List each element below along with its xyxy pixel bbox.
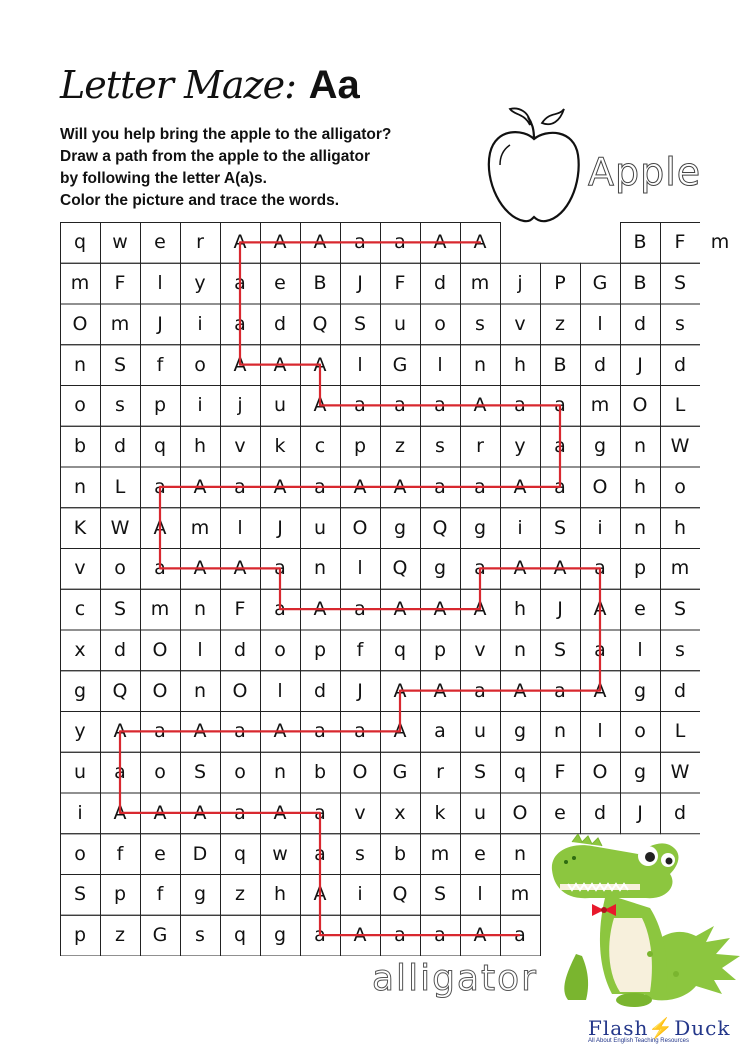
grid-cell: c xyxy=(74,598,86,621)
grid-cell: a xyxy=(434,394,446,417)
grid-cell: Q xyxy=(392,883,408,906)
grid-cell: l xyxy=(597,312,603,335)
grid-cell: O xyxy=(152,638,168,661)
grid-cell: A xyxy=(353,475,367,498)
grid-cell: k xyxy=(274,435,286,458)
instruction-line: Color the picture and trace the words. xyxy=(60,192,340,209)
grid-cell: i xyxy=(197,394,203,417)
instruction-line: Draw a path from the apple to the alligator xyxy=(60,148,371,165)
grid-cell: n xyxy=(313,557,327,580)
grid-cell: A xyxy=(313,231,327,254)
grid-cell: A xyxy=(473,598,487,621)
grid-cell: g xyxy=(193,883,207,906)
grid-cell: o xyxy=(194,353,206,376)
grid-cell: S xyxy=(553,516,567,539)
grid-cell: G xyxy=(592,272,608,295)
grid-cell: n xyxy=(473,353,487,376)
grid-cell: a xyxy=(314,475,326,498)
grid-cell: A xyxy=(193,801,207,824)
grid-cell: j xyxy=(237,394,243,417)
logo-name xyxy=(588,1016,738,1040)
grid-cell: Q xyxy=(312,312,328,335)
grid-cell: g xyxy=(513,720,527,743)
grid-cell: f xyxy=(156,883,164,906)
grid-cell: Q xyxy=(432,516,448,539)
grid-cell: A xyxy=(433,679,447,702)
grid-cell: O xyxy=(512,801,528,824)
grid-cell: n xyxy=(513,638,527,661)
grid-cell: A xyxy=(393,598,407,621)
grid-cell: h xyxy=(513,598,527,621)
grid-cell: K xyxy=(73,516,87,539)
grid-cell: i xyxy=(197,312,203,335)
grid-cell: m xyxy=(670,557,690,580)
logo-tagline: All About English Teaching Resources xyxy=(588,1038,689,1044)
grid-cell: J xyxy=(357,272,363,295)
grid-cell: a xyxy=(354,394,366,417)
grid-cell: n xyxy=(513,842,527,865)
instruction-line: by following the letter A(a)s. xyxy=(60,170,267,187)
grid-cell: s xyxy=(675,638,685,661)
grid-cell: B xyxy=(633,231,647,254)
grid-cell: a xyxy=(234,801,246,824)
grid-cell: m xyxy=(70,272,90,295)
grid-cell: A xyxy=(393,720,407,743)
grid-cell: a xyxy=(474,557,486,580)
grid-cell: L xyxy=(674,720,686,743)
grid-cell: q xyxy=(73,231,87,254)
grid-cell: h xyxy=(273,883,287,906)
grid-cell: i xyxy=(517,516,523,539)
grid-cell: a xyxy=(554,475,566,498)
grid-cell: a xyxy=(594,557,606,580)
grid-cell: A xyxy=(153,516,167,539)
grid-cell: d xyxy=(433,272,447,295)
grid-cell: A xyxy=(313,883,327,906)
grid-cell: S xyxy=(673,272,687,295)
grid-cell: F xyxy=(234,598,246,621)
grid-cell: y xyxy=(74,720,86,743)
grid-cell: a xyxy=(354,598,366,621)
grid-cell: e xyxy=(474,842,486,865)
grid-cell: a xyxy=(314,801,326,824)
grid-cell: O xyxy=(352,761,368,784)
grid-cell: O xyxy=(632,394,648,417)
grid-cell: W xyxy=(670,761,690,784)
grid-cell: v xyxy=(474,638,486,661)
grid-cell: u xyxy=(273,394,287,417)
grid-cell: x xyxy=(394,801,406,824)
grid-cell: z xyxy=(115,924,125,947)
grid-cell: a xyxy=(154,720,166,743)
grid-cell: l xyxy=(237,516,243,539)
grid-cell: o xyxy=(74,842,86,865)
grid-cell: l xyxy=(477,883,483,906)
grid-cell: z xyxy=(395,435,405,458)
grid-cell: A xyxy=(433,598,447,621)
grid-cell: J xyxy=(557,598,563,621)
grid-cell: z xyxy=(555,312,565,335)
grid-cell: o xyxy=(74,394,86,417)
grid-cell: o xyxy=(114,557,126,580)
grid-cell: a xyxy=(474,679,486,702)
grid-cell: S xyxy=(553,638,567,661)
grid-cell: a xyxy=(154,557,166,580)
grid-cell: J xyxy=(277,516,283,539)
grid-cell: m xyxy=(710,231,730,254)
logo-name-left: Flash xyxy=(588,1016,649,1040)
grid-cell: P xyxy=(554,272,566,295)
grid-cell: e xyxy=(154,231,166,254)
grid-cell: S xyxy=(193,761,207,784)
grid-cell: r xyxy=(436,761,444,784)
grid-cell: A xyxy=(353,924,367,947)
grid-cell: A xyxy=(113,801,127,824)
grid-cell: A xyxy=(273,720,287,743)
grid-cell: p xyxy=(153,394,167,417)
grid-cell: o xyxy=(674,475,686,498)
grid-cell: n xyxy=(73,353,87,376)
grid-cell: A xyxy=(393,679,407,702)
grid-cell: a xyxy=(514,924,526,947)
grid-cell: w xyxy=(112,231,128,254)
grid-cell: S xyxy=(113,353,127,376)
grid-cell: d xyxy=(593,801,607,824)
grid-cell: s xyxy=(435,435,445,458)
grid-cell: f xyxy=(156,353,164,376)
grid-cell: a xyxy=(594,638,606,661)
grid-cell: s xyxy=(195,924,205,947)
grid-cell: A xyxy=(193,557,207,580)
grid-cell: O xyxy=(72,312,88,335)
grid-cell: o xyxy=(234,761,246,784)
grid-cell: q xyxy=(393,638,407,661)
grid-cell: q xyxy=(233,924,247,947)
grid-cell: s xyxy=(675,312,685,335)
grid-cell: c xyxy=(314,435,326,458)
grid-cell: o xyxy=(434,312,446,335)
grid-cell: n xyxy=(193,679,207,702)
grid-cell: e xyxy=(554,801,566,824)
grid-cell: A xyxy=(593,679,607,702)
grid-cell: h xyxy=(193,435,207,458)
grid-cell: S xyxy=(433,883,447,906)
grid-cell: A xyxy=(393,475,407,498)
bolt-icon: ⚡ xyxy=(648,1016,675,1040)
alligator-trace-word: alligator xyxy=(372,958,538,999)
grid-cell: y xyxy=(194,272,206,295)
grid-cell: g xyxy=(433,557,447,580)
grid-cell: x xyxy=(74,638,86,661)
grid-cell: a xyxy=(434,924,446,947)
grid-cell: F xyxy=(554,761,566,784)
grid-cell: S xyxy=(353,312,367,335)
grid-cell: i xyxy=(77,801,83,824)
grid-cell: u xyxy=(393,312,407,335)
grid-cell: f xyxy=(116,842,124,865)
grid-cell: r xyxy=(196,231,204,254)
grid-cell: S xyxy=(113,598,127,621)
grid-cell: A xyxy=(433,231,447,254)
grid-cell: r xyxy=(476,435,484,458)
grid-cell: O xyxy=(592,475,608,498)
grid-cell: A xyxy=(273,801,287,824)
grid-cell: A xyxy=(193,475,207,498)
grid-cell: A xyxy=(273,353,287,376)
grid-cell: a xyxy=(234,272,246,295)
grid-cell: l xyxy=(357,353,363,376)
grid-cell: l xyxy=(277,679,283,702)
grid-cell: a xyxy=(514,394,526,417)
grid-cell: J xyxy=(357,679,363,702)
grid-cell: J xyxy=(637,353,643,376)
grid-cell: i xyxy=(597,516,603,539)
grid-cell: F xyxy=(674,231,686,254)
grid-cell: e xyxy=(634,598,646,621)
grid-cell: g xyxy=(73,679,87,702)
grid-cell: g xyxy=(473,516,487,539)
grid-cell: d xyxy=(633,312,647,335)
grid-cell: A xyxy=(473,394,487,417)
grid-cell: e xyxy=(274,272,286,295)
grid-cell: A xyxy=(113,720,127,743)
grid-cell: a xyxy=(554,435,566,458)
grid-cell: q xyxy=(153,435,167,458)
grid-cell: l xyxy=(437,353,443,376)
grid-cell: l xyxy=(597,720,603,743)
grid-cell: m xyxy=(150,598,170,621)
grid-cell: g xyxy=(633,761,647,784)
grid-cell: A xyxy=(313,353,327,376)
grid-cell: v xyxy=(74,557,86,580)
grid-cell: Q xyxy=(392,557,408,580)
grid-cell: B xyxy=(633,272,647,295)
grid-cell: y xyxy=(514,435,526,458)
grid-cell: z xyxy=(235,883,245,906)
grid-cell: a xyxy=(314,720,326,743)
grid-cell: G xyxy=(392,353,408,376)
grid-cell: F xyxy=(114,272,126,295)
grid-cell: G xyxy=(392,761,408,784)
grid-cell: s xyxy=(475,312,485,335)
grid-cell: m xyxy=(470,272,490,295)
grid-cell: v xyxy=(514,312,526,335)
grid-cell: L xyxy=(674,394,686,417)
grid-cell: s xyxy=(355,842,365,865)
grid-cell: d xyxy=(673,801,687,824)
grid-cell: J xyxy=(637,801,643,824)
grid-cell: A xyxy=(233,557,247,580)
grid-cell: a xyxy=(274,598,286,621)
grid-cell: h xyxy=(513,353,527,376)
grid-cell: S xyxy=(73,883,87,906)
grid-cell: d xyxy=(113,435,127,458)
grid-cell: n xyxy=(633,516,647,539)
logo-name-right: Duck xyxy=(674,1016,731,1040)
grid-cell: a xyxy=(234,312,246,335)
grid-cell: a xyxy=(474,475,486,498)
grid-cell: p xyxy=(633,557,647,580)
grid-cell: d xyxy=(233,638,247,661)
grid-cell: o xyxy=(154,761,166,784)
grid-cell: n xyxy=(73,475,87,498)
grid-cell: A xyxy=(513,557,527,580)
instructions xyxy=(60,124,460,212)
grid-cell: o xyxy=(634,720,646,743)
grid-cell: h xyxy=(633,475,647,498)
grid-cell: g xyxy=(393,516,407,539)
title-text: Letter Maze: xyxy=(60,63,296,107)
grid-cell: a xyxy=(554,394,566,417)
grid-cell: a xyxy=(234,475,246,498)
grid-cell: e xyxy=(154,842,166,865)
grid-cell: a xyxy=(394,924,406,947)
grid-cell: j xyxy=(517,272,523,295)
grid-cell: A xyxy=(153,801,167,824)
grid-cell: k xyxy=(434,801,446,824)
grid-cell: a xyxy=(434,720,446,743)
grid-cell: v xyxy=(354,801,366,824)
grid-cell: l xyxy=(197,638,203,661)
grid-cell: W xyxy=(670,435,690,458)
grid-cell: u xyxy=(73,761,87,784)
grid-cell: n xyxy=(553,720,567,743)
flashduck-logo xyxy=(588,1016,738,1052)
grid-cell: m xyxy=(430,842,450,865)
grid-cell: n xyxy=(273,761,287,784)
grid-cell: g xyxy=(633,679,647,702)
grid-cell: f xyxy=(356,638,364,661)
grid-cell: b xyxy=(313,761,327,784)
grid-cell: d xyxy=(593,353,607,376)
grid-cell: a xyxy=(554,679,566,702)
grid-cell: u xyxy=(473,801,487,824)
grid-cell: m xyxy=(110,312,130,335)
grid-cell: h xyxy=(673,516,687,539)
grid-cell: a xyxy=(354,231,366,254)
grid-cell: a xyxy=(314,924,326,947)
grid-cell: d xyxy=(673,679,687,702)
grid-cell: O xyxy=(232,679,248,702)
grid-cell: A xyxy=(233,353,247,376)
grid-cell: v xyxy=(234,435,246,458)
grid-cell: d xyxy=(673,353,687,376)
grid-cell: F xyxy=(394,272,406,295)
title-letters: Aa xyxy=(308,63,360,107)
grid-cell: S xyxy=(673,598,687,621)
grid-cell: A xyxy=(313,598,327,621)
grid-cell: i xyxy=(357,883,363,906)
grid-cell: A xyxy=(233,231,247,254)
grid-cell: p xyxy=(113,883,127,906)
grid-cell: u xyxy=(473,720,487,743)
grid-cell: L xyxy=(114,475,126,498)
grid-cell: p xyxy=(353,435,367,458)
grid-cell: A xyxy=(593,598,607,621)
grid-cell: l xyxy=(637,638,643,661)
grid-cell: n xyxy=(633,435,647,458)
grid-cell: D xyxy=(192,842,208,865)
grid-cell: q xyxy=(233,842,247,865)
grid-cell: a xyxy=(394,394,406,417)
grid-cell: b xyxy=(393,842,407,865)
grid-cell: A xyxy=(553,557,567,580)
grid-cell: l xyxy=(157,272,163,295)
instruction-line: Will you help bring the apple to the alligator? xyxy=(60,126,392,143)
grid-cell: g xyxy=(593,435,607,458)
grid-cell: O xyxy=(152,679,168,702)
grid-cell: q xyxy=(513,761,527,784)
grid-cell: B xyxy=(313,272,327,295)
apple-trace-word: Apple xyxy=(588,150,702,194)
grid-cell: g xyxy=(273,924,287,947)
apple-icon xyxy=(484,105,584,227)
grid-cell: d xyxy=(313,679,327,702)
grid-cell: a xyxy=(114,761,126,784)
grid-cell: G xyxy=(152,924,168,947)
grid-cell: p xyxy=(433,638,447,661)
grid-cell: A xyxy=(313,394,327,417)
grid-cell: s xyxy=(115,394,125,417)
grid-cell: w xyxy=(272,842,288,865)
grid-cell: o xyxy=(274,638,286,661)
grid-cell: O xyxy=(592,761,608,784)
grid-cell: d xyxy=(273,312,287,335)
grid-cell: m xyxy=(590,394,610,417)
grid-cell: a xyxy=(394,231,406,254)
grid-cell: p xyxy=(73,924,87,947)
grid-cell: A xyxy=(513,475,527,498)
grid-cell: n xyxy=(193,598,207,621)
grid-cell: A xyxy=(273,231,287,254)
grid-cell: a xyxy=(274,557,286,580)
alligator-icon xyxy=(546,834,742,1010)
grid-cell: O xyxy=(352,516,368,539)
grid-cell: u xyxy=(313,516,327,539)
grid-cell: l xyxy=(357,557,363,580)
grid-cell: a xyxy=(354,720,366,743)
grid-cell: A xyxy=(273,475,287,498)
grid-cell: A xyxy=(193,720,207,743)
grid-cell: Q xyxy=(112,679,128,702)
page-title xyxy=(60,62,360,108)
grid-cell: m xyxy=(510,883,530,906)
grid-cell: B xyxy=(553,353,567,376)
grid-cell: m xyxy=(190,516,210,539)
grid-cell: A xyxy=(513,679,527,702)
grid-cell: W xyxy=(110,516,130,539)
grid-cell: a xyxy=(434,475,446,498)
grid-cell: p xyxy=(313,638,327,661)
grid-cell: A xyxy=(473,924,487,947)
grid-cell: d xyxy=(113,638,127,661)
grid-cell: a xyxy=(314,842,326,865)
grid-cell: a xyxy=(234,720,246,743)
grid-cell: S xyxy=(473,761,487,784)
grid-cell: b xyxy=(73,435,87,458)
grid-cell: J xyxy=(157,312,163,335)
grid-cell: a xyxy=(154,475,166,498)
grid-cell: A xyxy=(473,231,487,254)
